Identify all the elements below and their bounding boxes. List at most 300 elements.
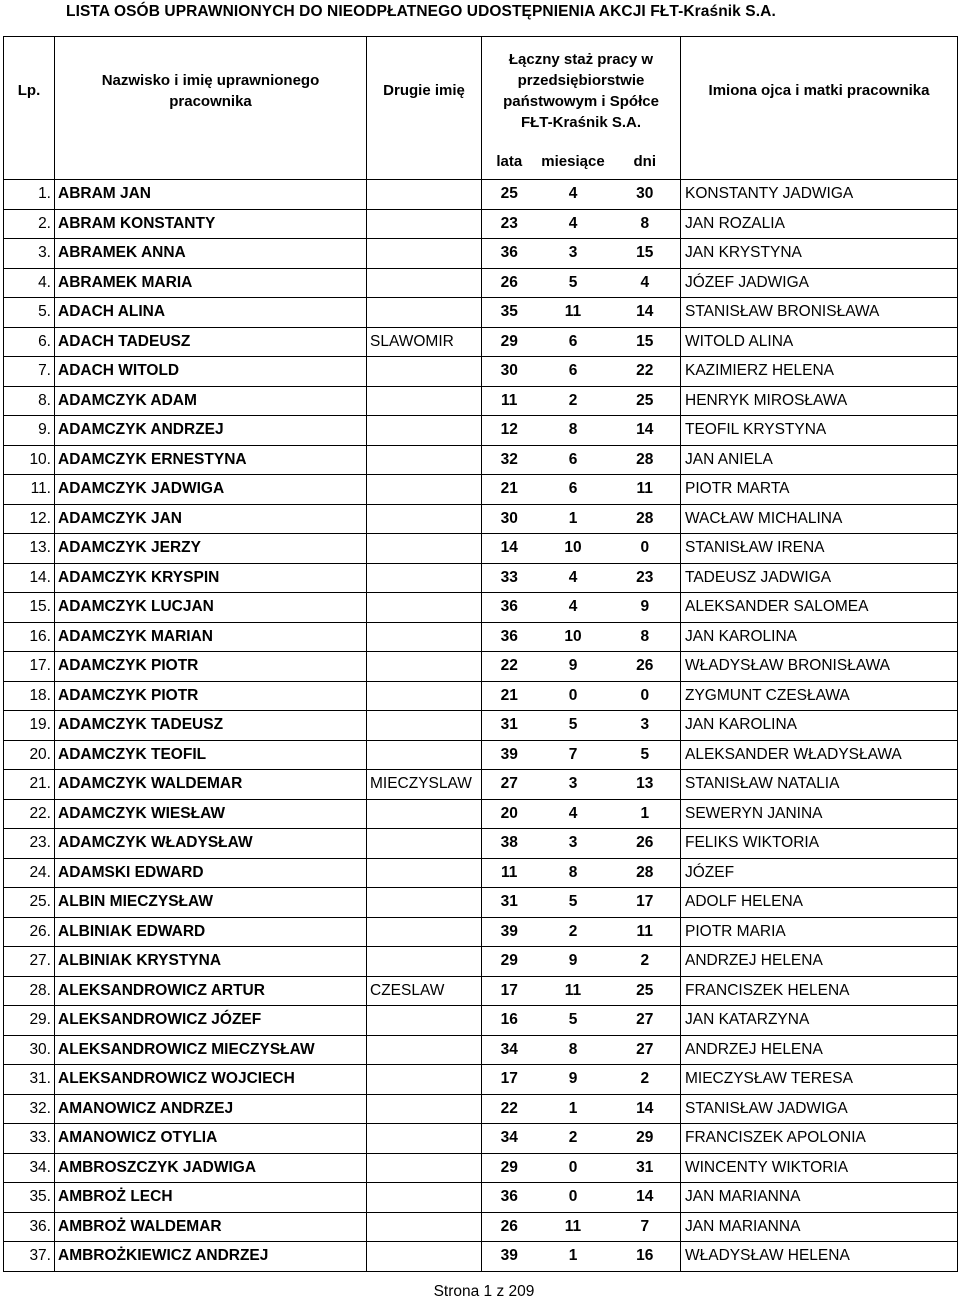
cell-name: ALEKSANDROWICZ WOJCIECH [55,1065,367,1095]
cell-name: AMANOWICZ ANDRZEJ [55,1094,367,1124]
table-row [4,740,958,770]
cell-second-name [367,534,482,564]
cell-second-name [367,563,482,593]
cell-lp: 30. [4,1035,55,1065]
table-row [4,770,958,800]
cell-days: 22 [610,357,681,387]
cell-parents: SEWERYN JANINA [681,799,958,829]
cell-parents: PIOTR MARIA [681,917,958,947]
cell-lp: 36. [4,1212,55,1242]
cell-years: 17 [482,976,537,1006]
table-row [4,1065,958,1095]
table-row [4,799,958,829]
cell-days: 3 [610,711,681,741]
cell-lp: 9. [4,416,55,446]
cell-months: 0 [537,1183,610,1213]
header-seniority: Łączny staż pracy w przedsiębiorstwie państwowym i Spółce FŁT-Kraśnik S.A. [482,37,681,145]
cell-second-name [367,298,482,328]
cell-months: 8 [537,1035,610,1065]
cell-months: 9 [537,947,610,977]
cell-parents: WITOLD ALINA [681,327,958,357]
cell-parents: JAN KAROLINA [681,622,958,652]
cell-second-name: MIECZYSLAW [367,770,482,800]
cell-lp: 28. [4,976,55,1006]
cell-years: 14 [482,534,537,564]
cell-parents: ALEKSANDER WŁADYSŁAWA [681,740,958,770]
table-row [4,416,958,446]
cell-name: AMANOWICZ OTYLIA [55,1124,367,1154]
table-row [4,711,958,741]
cell-second-name [367,416,482,446]
cell-parents: STANISŁAW BRONISŁAWA [681,298,958,328]
cell-name: ADAMCZYK WŁADYSŁAW [55,829,367,859]
cell-second-name [367,622,482,652]
cell-second-name [367,475,482,505]
cell-lp: 10. [4,445,55,475]
cell-name: ADAMCZYK PIOTR [55,652,367,682]
cell-lp: 34. [4,1153,55,1183]
cell-months: 5 [537,1006,610,1036]
cell-name: AMBROŻ WALDEMAR [55,1212,367,1242]
cell-second-name [367,681,482,711]
cell-days: 26 [610,652,681,682]
cell-name: ALEKSANDROWICZ JÓZEF [55,1006,367,1036]
cell-lp: 24. [4,858,55,888]
cell-lp: 11. [4,475,55,505]
cell-lp: 22. [4,799,55,829]
cell-months: 8 [537,858,610,888]
cell-second-name [367,1035,482,1065]
cell-second-name [367,917,482,947]
cell-parents: WŁADYSŁAW HELENA [681,1242,958,1272]
cell-name: ABRAM JAN [55,180,367,210]
cell-years: 30 [482,357,537,387]
cell-years: 22 [482,1094,537,1124]
cell-second-name [367,1242,482,1272]
cell-lp: 2. [4,209,55,239]
cell-days: 5 [610,740,681,770]
table-row [4,475,958,505]
cell-months: 9 [537,1065,610,1095]
cell-second-name [367,1065,482,1095]
cell-years: 31 [482,888,537,918]
cell-days: 0 [610,681,681,711]
table-row [4,976,958,1006]
cell-years: 21 [482,681,537,711]
cell-parents: JÓZEF [681,858,958,888]
cell-days: 31 [610,1153,681,1183]
cell-years: 25 [482,180,537,210]
cell-days: 28 [610,445,681,475]
cell-second-name: CZESLAW [367,976,482,1006]
cell-parents: JÓZEF JADWIGA [681,268,958,298]
cell-years: 27 [482,770,537,800]
cell-months: 1 [537,1094,610,1124]
cell-parents: JAN KRYSTYNA [681,239,958,269]
header-parents-sub [681,144,958,180]
cell-years: 34 [482,1124,537,1154]
cell-parents: JAN KATARZYNA [681,1006,958,1036]
cell-days: 15 [610,239,681,269]
cell-parents: ADOLF HELENA [681,888,958,918]
cell-months: 4 [537,563,610,593]
cell-months: 1 [537,1242,610,1272]
table-row [4,1035,958,1065]
cell-days: 28 [610,504,681,534]
cell-years: 23 [482,209,537,239]
cell-name: ADAMCZYK KRYSPIN [55,563,367,593]
cell-years: 16 [482,1006,537,1036]
header-months: miesiące [537,144,610,180]
cell-years: 32 [482,445,537,475]
cell-name: AMBROŻKIEWICZ ANDRZEJ [55,1242,367,1272]
cell-years: 17 [482,1065,537,1095]
cell-parents: PIOTR MARTA [681,475,958,505]
cell-months: 10 [537,622,610,652]
cell-parents: JAN MARIANNA [681,1183,958,1213]
cell-parents: WŁADYSŁAW BRONISŁAWA [681,652,958,682]
cell-years: 21 [482,475,537,505]
cell-name: ADACH ALINA [55,298,367,328]
table-row [4,888,958,918]
cell-days: 2 [610,1065,681,1095]
cell-days: 8 [610,209,681,239]
cell-second-name [367,888,482,918]
cell-days: 29 [610,1124,681,1154]
cell-days: 14 [610,1094,681,1124]
header-lp-sub [4,144,55,180]
cell-months: 4 [537,799,610,829]
cell-days: 11 [610,475,681,505]
cell-days: 27 [610,1035,681,1065]
table-row [4,504,958,534]
cell-days: 0 [610,534,681,564]
cell-lp: 29. [4,1006,55,1036]
cell-parents: ANDRZEJ HELENA [681,1035,958,1065]
cell-parents: FELIKS WIKTORIA [681,829,958,859]
cell-years: 29 [482,947,537,977]
cell-days: 30 [610,180,681,210]
cell-second-name [367,799,482,829]
table-row [4,652,958,682]
cell-name: ADAMCZYK TEOFIL [55,740,367,770]
cell-parents: WACŁAW MICHALINA [681,504,958,534]
cell-second-name [367,1212,482,1242]
cell-name: ALBINIAK KRYSTYNA [55,947,367,977]
cell-name: ADAMCZYK ADAM [55,386,367,416]
cell-years: 20 [482,799,537,829]
cell-months: 11 [537,976,610,1006]
cell-years: 26 [482,268,537,298]
cell-parents: HENRYK MIROSŁAWA [681,386,958,416]
cell-months: 4 [537,180,610,210]
cell-years: 22 [482,652,537,682]
cell-years: 36 [482,1183,537,1213]
cell-months: 3 [537,770,610,800]
cell-months: 4 [537,209,610,239]
cell-days: 15 [610,327,681,357]
cell-name: ALBINIAK EDWARD [55,917,367,947]
cell-lp: 5. [4,298,55,328]
table-row [4,1006,958,1036]
page-number: Strona 1 z 209 [433,1283,535,1300]
header-second-name: Drugie imię [367,37,482,145]
cell-lp: 20. [4,740,55,770]
cell-parents: STANISŁAW IRENA [681,534,958,564]
cell-lp: 1. [4,180,55,210]
cell-years: 34 [482,1035,537,1065]
table-row [4,1183,958,1213]
cell-second-name [367,504,482,534]
table-row [4,327,958,357]
cell-name: ALBIN MIECZYSŁAW [55,888,367,918]
cell-years: 29 [482,327,537,357]
cell-second-name [367,829,482,859]
cell-lp: 26. [4,917,55,947]
cell-days: 14 [610,416,681,446]
table-row [4,180,958,210]
cell-lp: 21. [4,770,55,800]
cell-name: ADAMSKI EDWARD [55,858,367,888]
cell-lp: 31. [4,1065,55,1095]
cell-second-name [367,858,482,888]
cell-name: ADACH WITOLD [55,357,367,387]
header-name-sub [55,144,367,180]
cell-name: ADAMCZYK WIESŁAW [55,799,367,829]
cell-name: AMBROŻ LECH [55,1183,367,1213]
cell-second-name [367,1153,482,1183]
cell-name: ABRAM KONSTANTY [55,209,367,239]
cell-lp: 13. [4,534,55,564]
cell-days: 14 [610,1183,681,1213]
cell-years: 11 [482,858,537,888]
table-row [4,563,958,593]
cell-days: 11 [610,917,681,947]
cell-years: 38 [482,829,537,859]
cell-name: ABRAMEK MARIA [55,268,367,298]
cell-name: ABRAMEK ANNA [55,239,367,269]
cell-name: ADACH TADEUSZ [55,327,367,357]
table-row [4,298,958,328]
cell-days: 4 [610,268,681,298]
cell-name: ADAMCZYK WALDEMAR [55,770,367,800]
cell-second-name [367,1183,482,1213]
table-row [4,681,958,711]
cell-parents: ZYGMUNT CZESŁAWA [681,681,958,711]
cell-years: 31 [482,711,537,741]
cell-second-name [367,386,482,416]
cell-second-name [367,711,482,741]
cell-days: 25 [610,386,681,416]
cell-years: 33 [482,563,537,593]
cell-months: 6 [537,475,610,505]
cell-months: 6 [537,327,610,357]
cell-days: 26 [610,829,681,859]
cell-second-name [367,445,482,475]
cell-name: ADAMCZYK ANDRZEJ [55,416,367,446]
cell-lp: 18. [4,681,55,711]
table-row [4,1153,958,1183]
cell-name: ALEKSANDROWICZ MIECZYSŁAW [55,1035,367,1065]
cell-lp: 14. [4,563,55,593]
cell-months: 6 [537,445,610,475]
cell-lp: 15. [4,593,55,623]
cell-years: 36 [482,593,537,623]
cell-days: 28 [610,858,681,888]
table-row [4,593,958,623]
cell-parents: ANDRZEJ HELENA [681,947,958,977]
cell-days: 7 [610,1212,681,1242]
table-row [4,534,958,564]
cell-months: 4 [537,593,610,623]
table-row [4,1094,958,1124]
cell-days: 8 [610,622,681,652]
cell-months: 1 [537,504,610,534]
cell-lp: 12. [4,504,55,534]
cell-parents: FRANCISZEK APOLONIA [681,1124,958,1154]
header-second-sub [367,144,482,180]
cell-lp: 35. [4,1183,55,1213]
cell-years: 36 [482,239,537,269]
cell-months: 2 [537,1124,610,1154]
table-row [4,947,958,977]
cell-second-name [367,268,482,298]
cell-lp: 37. [4,1242,55,1272]
cell-second-name [367,652,482,682]
cell-lp: 7. [4,357,55,387]
cell-parents: STANISŁAW NATALIA [681,770,958,800]
table-row [4,357,958,387]
document-title: LISTA OSÓB UPRAWNIONYCH DO NIEODPŁATNEGO UDOSTĘPNIENIA AKCJI FŁT-Kraśnik S.A. [66,3,776,20]
cell-days: 9 [610,593,681,623]
cell-days: 23 [610,563,681,593]
table-header [4,37,958,180]
cell-second-name [367,1094,482,1124]
header-name: Nazwisko i imię uprawnionego pracownika [55,37,367,145]
table-body [4,180,958,1272]
cell-days: 2 [610,947,681,977]
cell-lp: 33. [4,1124,55,1154]
cell-parents: TEOFIL KRYSTYNA [681,416,958,446]
cell-second-name [367,180,482,210]
table-row [4,445,958,475]
cell-years: 35 [482,298,537,328]
cell-months: 5 [537,268,610,298]
cell-lp: 16. [4,622,55,652]
cell-months: 11 [537,298,610,328]
table-row [4,858,958,888]
table-row [4,622,958,652]
cell-second-name: SLAWOMIR [367,327,482,357]
table-row [4,1212,958,1242]
cell-second-name [367,209,482,239]
cell-days: 17 [610,888,681,918]
cell-name: ADAMCZYK JADWIGA [55,475,367,505]
employee-table [3,36,958,1272]
cell-months: 5 [537,888,610,918]
cell-parents: JAN ROZALIA [681,209,958,239]
cell-months: 2 [537,386,610,416]
cell-lp: 6. [4,327,55,357]
cell-days: 27 [610,1006,681,1036]
cell-months: 6 [537,357,610,387]
cell-second-name [367,1006,482,1036]
cell-days: 25 [610,976,681,1006]
cell-parents: MIECZYSŁAW TERESA [681,1065,958,1095]
cell-months: 0 [537,681,610,711]
cell-years: 39 [482,1242,537,1272]
cell-name: ADAMCZYK JAN [55,504,367,534]
cell-days: 1 [610,799,681,829]
cell-years: 12 [482,416,537,446]
cell-months: 9 [537,652,610,682]
cell-years: 39 [482,917,537,947]
cell-years: 26 [482,1212,537,1242]
cell-parents: JAN KAROLINA [681,711,958,741]
cell-second-name [367,947,482,977]
cell-parents: ALEKSANDER SALOMEA [681,593,958,623]
cell-parents: STANISŁAW JADWIGA [681,1094,958,1124]
cell-second-name [367,593,482,623]
cell-months: 5 [537,711,610,741]
cell-parents: JAN MARIANNA [681,1212,958,1242]
table-row [4,268,958,298]
cell-lp: 19. [4,711,55,741]
table-row [4,917,958,947]
cell-name: ADAMCZYK JERZY [55,534,367,564]
cell-years: 39 [482,740,537,770]
cell-years: 30 [482,504,537,534]
cell-months: 3 [537,829,610,859]
cell-name: ADAMCZYK ERNESTYNA [55,445,367,475]
cell-name: ADAMCZYK LUCJAN [55,593,367,623]
cell-lp: 25. [4,888,55,918]
table-row [4,209,958,239]
cell-days: 13 [610,770,681,800]
cell-months: 11 [537,1212,610,1242]
header-parents: Imiona ojca i matki pracownika [681,37,958,145]
cell-parents: JAN ANIELA [681,445,958,475]
cell-parents: WINCENTY WIKTORIA [681,1153,958,1183]
cell-lp: 8. [4,386,55,416]
cell-parents: KAZIMIERZ HELENA [681,357,958,387]
cell-parents: KONSTANTY JADWIGA [681,180,958,210]
cell-name: ALEKSANDROWICZ ARTUR [55,976,367,1006]
cell-years: 36 [482,622,537,652]
table-row [4,386,958,416]
cell-lp: 27. [4,947,55,977]
cell-lp: 23. [4,829,55,859]
table-row [4,1242,958,1272]
table-row [4,1124,958,1154]
cell-lp: 4. [4,268,55,298]
cell-months: 3 [537,239,610,269]
header-days: dni [610,144,681,180]
cell-years: 29 [482,1153,537,1183]
cell-parents: FRANCISZEK HELENA [681,976,958,1006]
cell-name: ADAMCZYK MARIAN [55,622,367,652]
header-lp: Lp. [4,37,55,145]
header-years: lata [482,144,537,180]
cell-months: 7 [537,740,610,770]
cell-lp: 32. [4,1094,55,1124]
cell-name: ADAMCZYK PIOTR [55,681,367,711]
cell-months: 2 [537,917,610,947]
cell-days: 14 [610,298,681,328]
cell-second-name [367,740,482,770]
cell-second-name [367,239,482,269]
cell-second-name [367,1124,482,1154]
